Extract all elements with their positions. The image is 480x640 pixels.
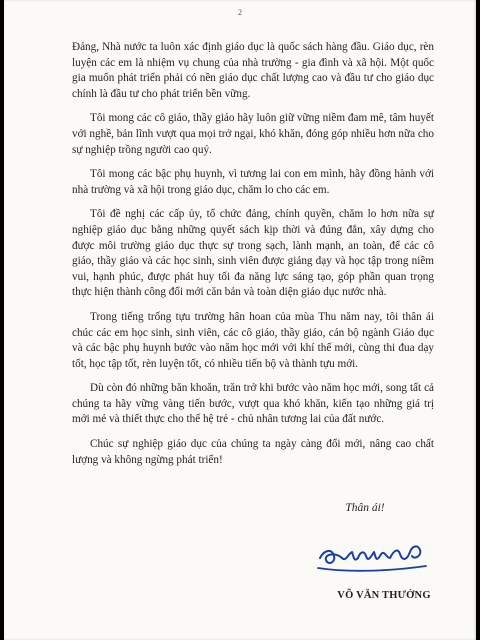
document-page <box>4 0 476 640</box>
signature-block <box>294 502 454 601</box>
paragraph-1: Đảng, Nhà nước ta luôn xác định giáo dục là quốc sách hàng đầu. Giáo dục, rèn luyện các em là nhiệm vụ chung của nhà trường - gia đình và xã hội. Một quốc gia muốn phát triển phải có nền giáo dục chất lượng cao và đầu tư cho giáo dục chính là đầu tư cho phát triển bền vững. <box>72 41 434 100</box>
letter-body <box>72 40 434 477</box>
paragraph-3: Tôi mong các bậc phụ huynh, vì tương lai con em mình, hãy đồng hành với nhà trường và xã hội trong giáo dục, chăm lo cho các em. <box>72 168 434 196</box>
page-number: 2 <box>238 8 242 17</box>
handwritten-signature <box>314 528 434 576</box>
paragraph-5: Trong tiếng trống tựu trường hân hoan của mùa Thu năm nay, tôi thân ái chúc các em học sinh, sinh viên, các cô giáo, thầy giáo, cán bộ ngành Giáo dục và các bậc phụ huynh bước vào năm học mới với khí thế mới, cùng thi đua dạy tốt, học tập tốt, rèn luyện tốt, có nhiều tiến bộ và thành tựu mới. <box>72 310 434 370</box>
closing-greeting: Thân ái! <box>345 502 385 514</box>
paragraph-7: Chúc sự nghiệp giáo dục của chúng ta ngày càng đổi mới, nâng cao chất lượng và không ngừng phát triển! <box>72 438 434 466</box>
paragraph-6: Dù còn đó những băn khoăn, trăn trở khi bước vào năm học mới, song tất cả chúng ta hãy vững vàng tiến bước, vượt qua khó khăn, kiến tạo những giá trị mới mẻ và thiết thực cho thế hệ trẻ - chủ nhân tương lai của đất nước. <box>72 382 434 426</box>
paragraph-2: Tôi mong các cô giáo, thầy giáo hãy luôn giữ vững niềm đam mê, tâm huyết với nghề, bản lĩnh vượt qua mọi trở ngại, khó khăn, đóng góp nhiều hơn nữa cho sự nghiệp trồng người cao quý. <box>72 112 434 156</box>
signer-name: VÕ VĂN THƯỞNG <box>337 590 431 601</box>
paragraph-4: Tôi đề nghị các cấp ủy, tổ chức đảng, chính quyền, chăm lo hơn nữa sự nghiệp giáo dục bằng những quyết sách kịp thời và đúng đắn, xây dựng cho được môi trường giáo dục thực sự trong sạch, lành mạnh, an toàn, để các cô giáo, thầy giáo và các học sinh, sinh viên được giảng dạy và học tập trong niềm vui, hạnh phúc, được phát huy tối đa năng lực sáng tạo, góp phần quan trọng thực hiện thành công đổi mới căn bản và toàn diện giáo dục nước nhà. <box>72 208 434 299</box>
